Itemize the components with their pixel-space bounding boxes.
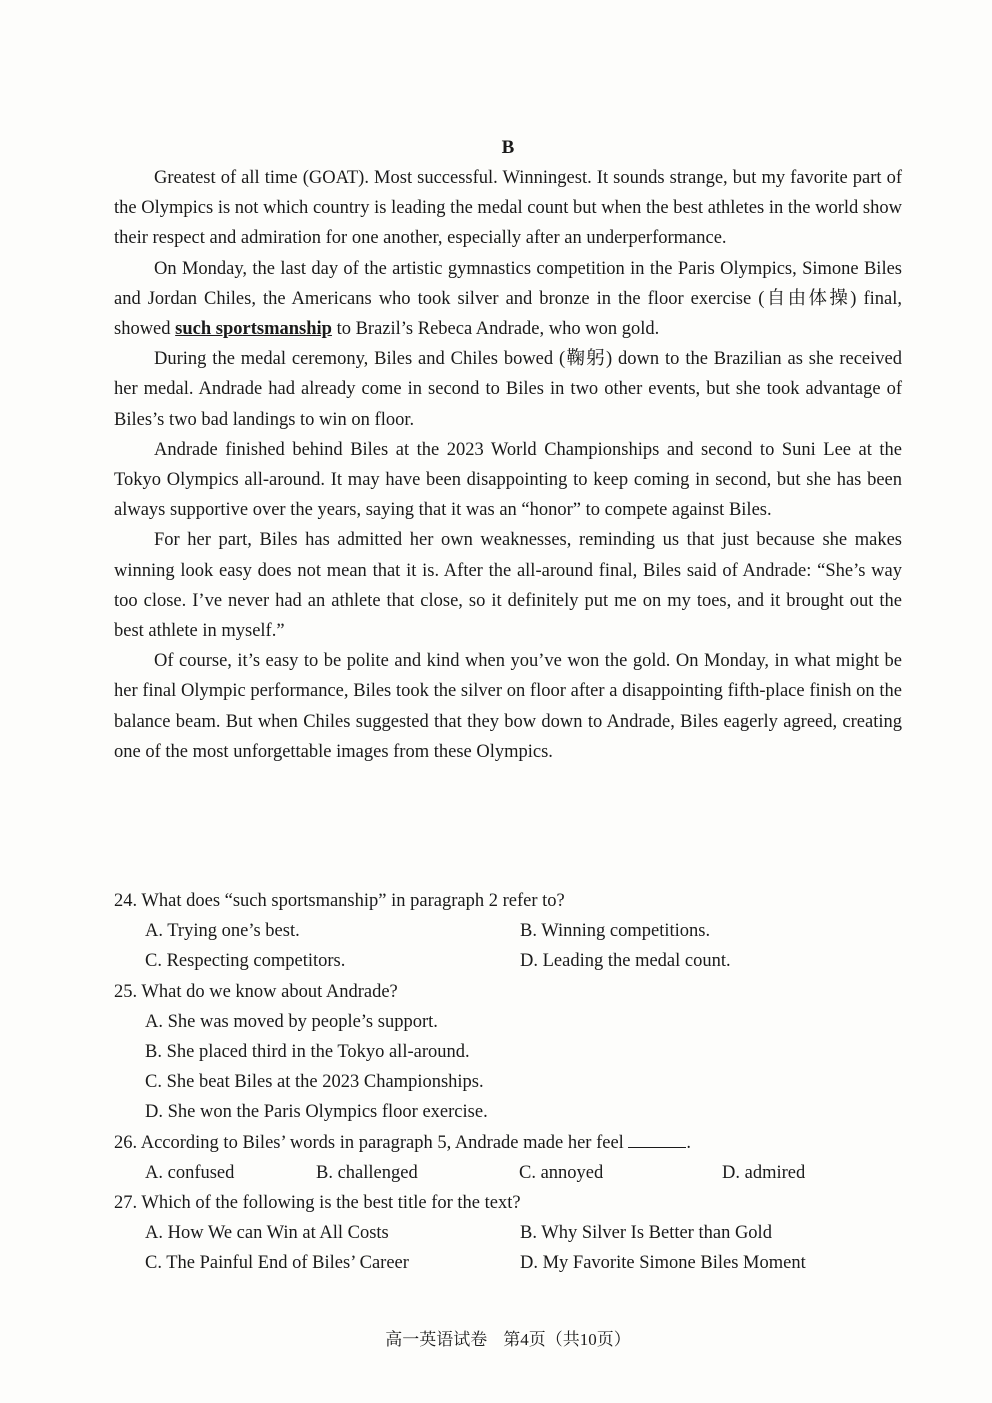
- paragraph-5: For her part, Biles has admitted her own weaknesses, reminding us that just because she makes winning look easy does not mean that it is. After the all-around final, Biles said of Andrade: “She’s way too close. I’ve never had an athlete that close, so it definitely put me on my toes, and it brought out the best athlete in myself.”: [114, 530, 902, 642]
- paragraph-4: Andrade finished behind Biles at the 2023 World Championships and second to Suni Lee at the Tokyo Olympics all-around. It may have been disappointing to keep coming in second, but she has been always supportive over the years, saying that it was an “honor” to compete against Biles.: [114, 439, 902, 521]
- option-b: B. Why Silver Is Better than Gold: [520, 1223, 772, 1244]
- paragraph-3: During the medal ceremony, Biles and Chiles bowed (鞠躬) down to the Brazilian as she received her medal. Andrade had already come in second to Biles in two other events, but she took advantage of Biles’s two bad landings to win on floor.: [114, 349, 902, 430]
- paragraph-1: Greatest of all time (GOAT). Most successful. Winningest. It sounds strange, but my favorite part of the Olympics is not which country is leading the medal count but when the best athletes in the world show their respect and admiration for one another, especially after an underperformance.: [114, 168, 902, 249]
- question-25: [114, 977, 902, 1128]
- paragraph-2-part-2: to Brazil’s Rebeca Andrade, who won gold.: [331, 319, 660, 340]
- question-stem-end: .: [686, 1132, 692, 1153]
- option-d: D. She won the Paris Olympics floor exercise.: [145, 1102, 488, 1123]
- page-number: 第4页（共10页）: [503, 1330, 631, 1349]
- option-d: D. Leading the medal count.: [520, 951, 731, 972]
- page-footer: [0, 1325, 992, 1350]
- option-group: [114, 1007, 902, 1128]
- option-c: C. Respecting competitors.: [145, 951, 346, 972]
- reading-passage: [114, 163, 902, 767]
- paragraph-6: Of course, it’s easy to be polite and kind when you’ve won the gold. On Monday, in what might be her final Olympic performance, Biles took the silver on floor after a disappointing fifth-place finish on the balance beam. But when Chiles suggested that they bow down to Andrade, Biles eagerly agreed, creating one of the most unforgettable images from these Olympics.: [114, 651, 902, 762]
- question-24: [114, 886, 902, 977]
- option-a: A. She was moved by people’s support.: [145, 1011, 438, 1032]
- answer-blank: [628, 1129, 686, 1148]
- exam-name: 高一英语试卷: [385, 1330, 488, 1349]
- paragraph-2: [114, 254, 902, 345]
- question-stem: 24. What does “such sportsmanship” in paragraph 2 refer to?: [114, 891, 565, 911]
- option-a: A. confused: [145, 1162, 235, 1183]
- question-26: [114, 1128, 902, 1188]
- question-stem: 25. What do we know about Andrade?: [114, 981, 398, 1002]
- question-stem: [114, 1128, 902, 1158]
- option-group: [114, 1218, 902, 1278]
- question-stem-text: 26. According to Biles’ words in paragraph 5, Andrade made her feel: [114, 1132, 629, 1153]
- option-d: D. admired: [722, 1162, 806, 1183]
- question-27: [114, 1188, 902, 1279]
- option-b: B. She placed third in the Tokyo all-around.: [145, 1042, 470, 1063]
- option-d: D. My Favorite Simone Biles Moment: [520, 1253, 806, 1274]
- paragraph-2-part-1: On Monday, the last day of the artistic gymnastics competition in the Paris Olympics, Simone Biles and Jordan Chiles, the Americans who took silver and bronze in the floor exercise (自由体操) final, showed: [114, 258, 902, 340]
- section-heading: B: [501, 137, 515, 158]
- option-b: B. challenged: [316, 1162, 418, 1183]
- question-stem: 27. Which of the following is the best title for the text?: [114, 1193, 521, 1214]
- option-a: A. How We can Win at All Costs: [145, 1223, 389, 1244]
- option-c: C. annoyed: [519, 1162, 604, 1183]
- option-a: A. Trying one’s best.: [145, 921, 300, 942]
- option-group: [114, 1158, 902, 1188]
- option-group: [114, 916, 902, 976]
- option-c: C. The Painful End of Biles’ Career: [145, 1253, 409, 1274]
- highlighted-phrase: such sportsmanship: [175, 319, 332, 340]
- option-b: B. Winning competitions.: [520, 921, 711, 942]
- option-c: C. She beat Biles at the 2023 Championships.: [145, 1072, 484, 1093]
- question-list: [114, 886, 902, 1279]
